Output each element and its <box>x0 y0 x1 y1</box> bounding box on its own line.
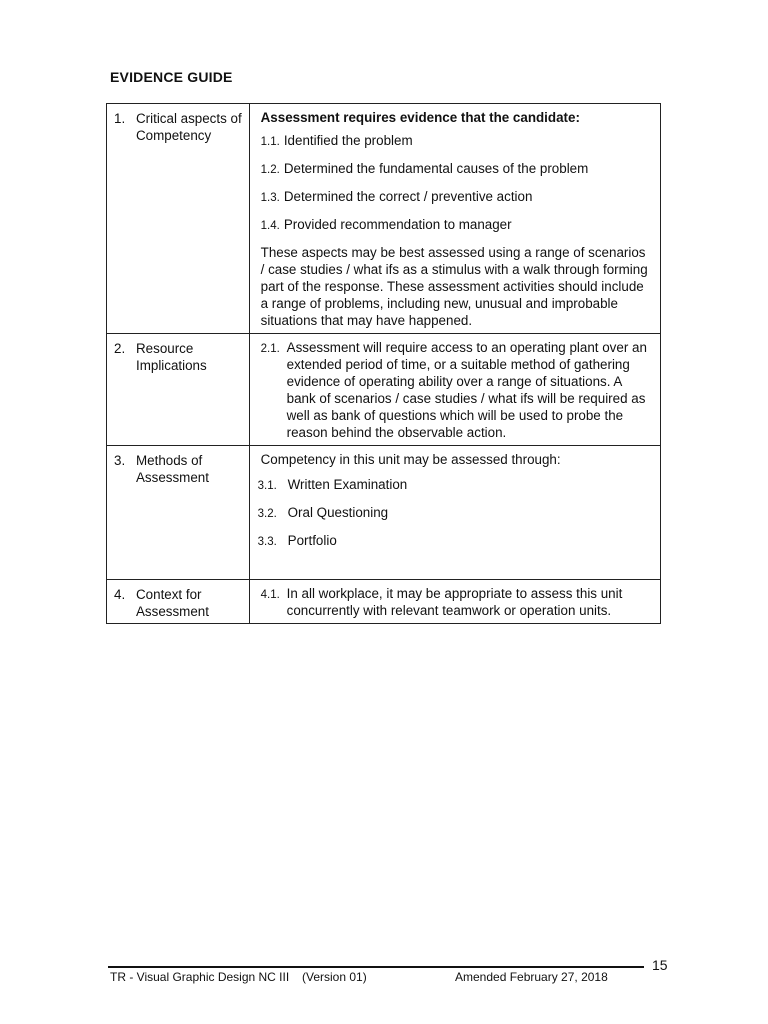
page-number: 15 <box>652 957 668 973</box>
list-item <box>261 160 652 179</box>
row-label-cell <box>107 334 250 446</box>
item-text: Portfolio <box>287 533 337 548</box>
row-number: 4. <box>114 587 126 602</box>
list-item <box>250 334 660 445</box>
assessment-paragraph: These aspects may be best assessed using a range of scenarios / case studies / what ifs as a stimulus with a walk through forming part of the response. These assessment activities should include a range of problems, including new, unusual and improbable situations that may have happened. <box>260 245 648 328</box>
table-row <box>107 104 661 334</box>
row-number: 2. <box>114 341 126 356</box>
list-item <box>258 476 652 495</box>
item-number: 3.2. <box>257 508 277 520</box>
table-row <box>107 446 661 580</box>
list-item <box>261 132 652 151</box>
row-number: 1. <box>114 111 126 126</box>
item-text: Determined the correct / preventive action <box>283 189 533 204</box>
list-item <box>250 580 660 623</box>
item-number: 3.3. <box>257 536 277 548</box>
table-row <box>107 334 661 446</box>
item-text: Written Examination <box>287 477 408 492</box>
footer-document-title: TR - Visual Graphic Design NC III <box>110 970 290 984</box>
item-text: Determined the fundamental causes of the problem <box>283 161 589 176</box>
row-content-cell <box>249 446 660 580</box>
row-label-cell <box>107 446 250 580</box>
item-text: Provided recommendation to manager <box>283 217 512 232</box>
methods-intro: Competency in this unit may be assessed through: <box>260 452 561 467</box>
row-label: Critical aspects of Competency <box>136 111 242 143</box>
row-content-cell <box>249 580 660 624</box>
item-number: 3.1. <box>257 480 277 492</box>
item-text: Identified the problem <box>283 133 413 148</box>
item-number: 1.3. <box>260 192 280 204</box>
item-number: 1.2. <box>260 164 280 176</box>
page-title: EVIDENCE GUIDE <box>110 69 233 85</box>
section-heading: Assessment requires evidence that the candidate: <box>260 110 580 125</box>
item-number: 4.1. <box>260 589 280 601</box>
table-row <box>107 580 661 624</box>
footer-amended-date: Amended February 27, 2018 <box>455 970 608 984</box>
item-text: In all workplace, it may be appropriate to assess this unit concurrently with relevant teamwork or operation units. <box>286 586 623 618</box>
footer-version: (Version 01) <box>302 970 367 984</box>
row-label: Resource Implications <box>136 341 207 373</box>
row-content-cell <box>249 104 660 334</box>
row-label-cell <box>107 104 250 334</box>
item-number: 2.1. <box>260 343 280 355</box>
row-label: Methods of Assessment <box>136 453 209 485</box>
row-content-cell <box>249 334 660 446</box>
list-item <box>258 504 652 523</box>
row-label: Context for Assessment <box>136 587 209 619</box>
item-number: 1.1. <box>260 136 280 148</box>
list-item <box>261 188 652 207</box>
item-text: Assessment will require access to an operating plant over an extended period of time, or a suitable method of gathering evidence of operating ability over a range of situations. A bank of scenarios / case studies / what ifs will be required as well as bank of questions which will be used to probe the reason behind the observable action. <box>286 340 647 440</box>
evidence-guide-table <box>106 103 661 624</box>
list-item <box>258 532 652 551</box>
row-label-cell <box>107 580 250 624</box>
item-text: Oral Questioning <box>287 505 389 520</box>
item-number: 1.4. <box>260 220 280 232</box>
row-number: 3. <box>114 453 126 468</box>
footer-divider <box>108 966 644 968</box>
list-item <box>261 216 652 235</box>
